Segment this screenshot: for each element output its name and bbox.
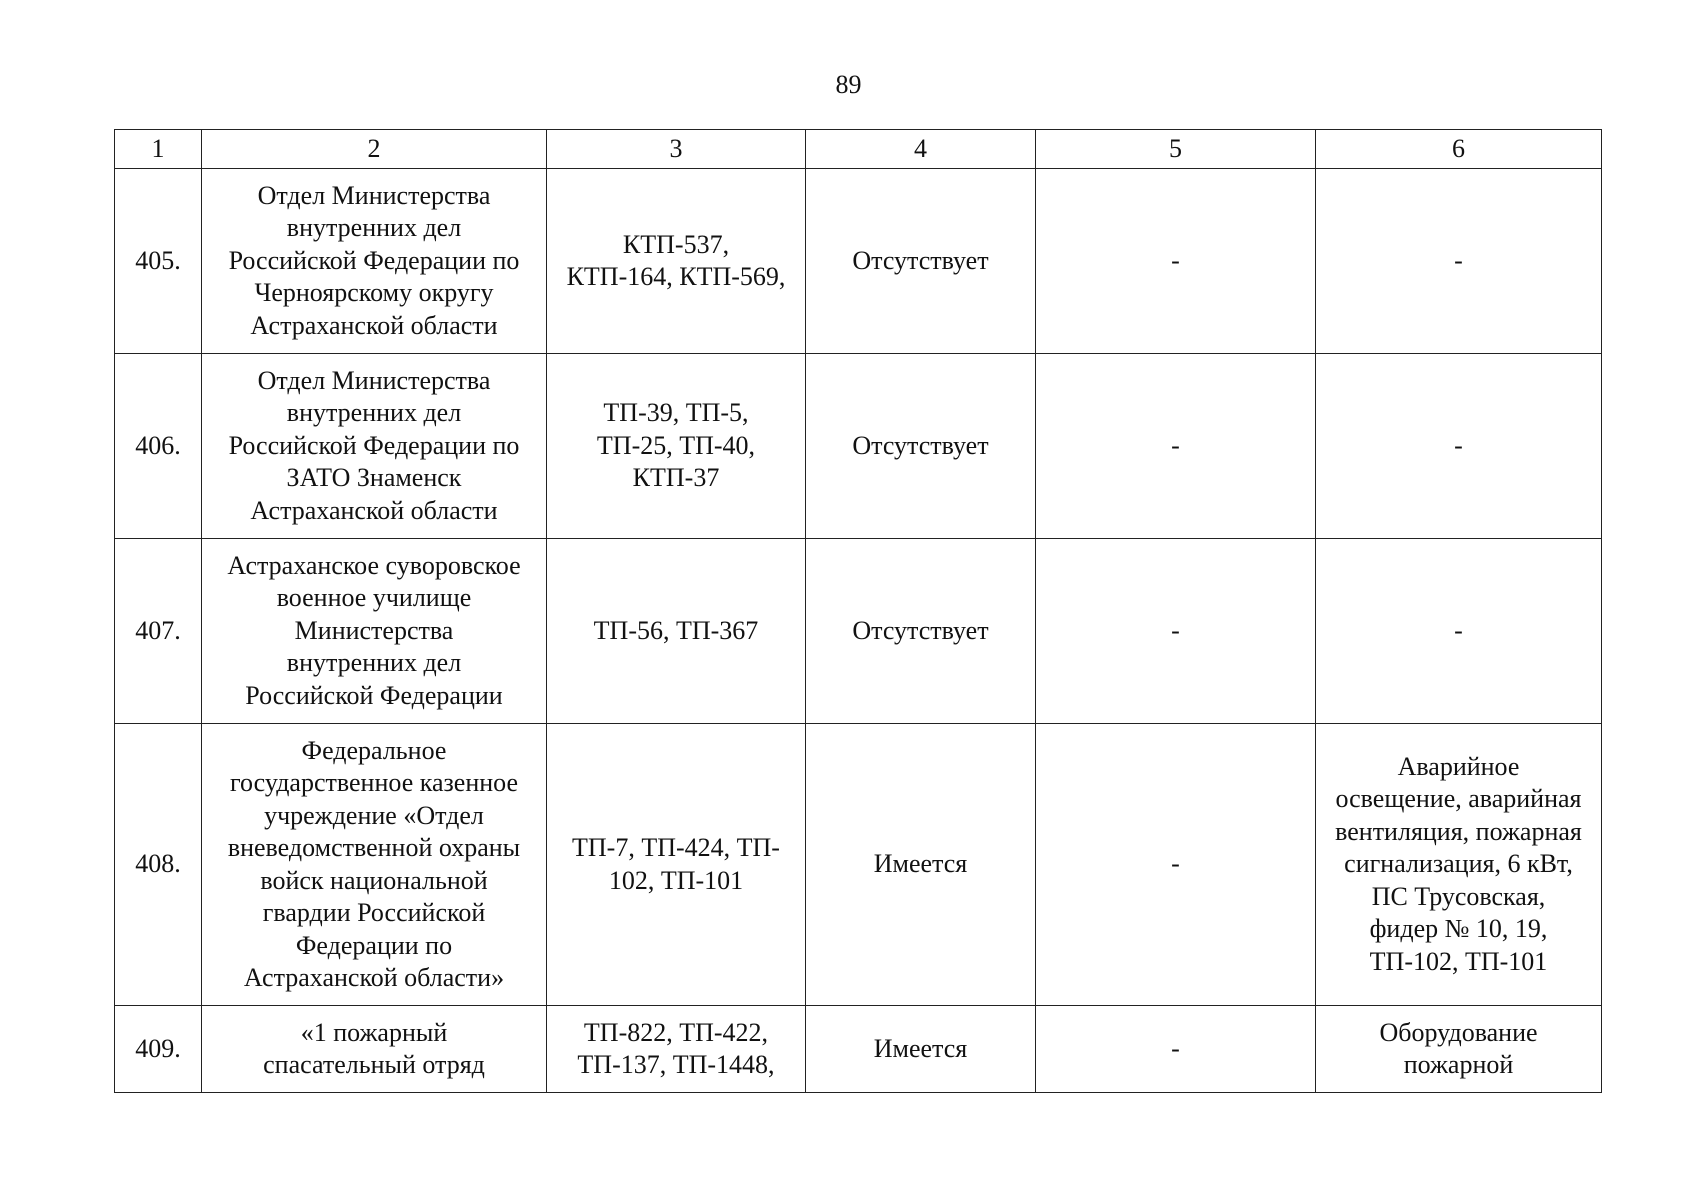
table-row — [115, 354, 1602, 539]
row-number: 405. — [115, 169, 202, 354]
organization-cell: Отдел Министерства внутренних дел Российской Федерации по Черноярскому округу Астраханской области — [202, 169, 547, 354]
substations-cell: ТП-56, ТП-367 — [547, 539, 806, 724]
column-6-cell: Аварийное освещение, аварийная вентиляция, пожарная сигнализация, 6 кВт, ПС Трусовская, фидер № 10, 19, ТП-102, ТП-101 — [1316, 724, 1602, 1006]
column-6-cell: Оборудование пожарной — [1316, 1006, 1602, 1093]
column-header: 5 — [1036, 130, 1316, 169]
organization-cell: Федеральное государственное казенное учреждение «Отдел вневедомственной охраны войск национальной гвардии Российской Федерации по Астраханской области» — [202, 724, 547, 1006]
organization-cell: «1 пожарный спасательный отряд — [202, 1006, 547, 1093]
column-5-cell: - — [1036, 354, 1316, 539]
column-5-cell: - — [1036, 539, 1316, 724]
table-row — [115, 169, 1602, 354]
page-number: 89 — [835, 70, 862, 99]
data-table — [114, 129, 1602, 1093]
substations-cell: КТП-537, КТП-164, КТП-569, — [547, 169, 806, 354]
substations-cell: ТП-822, ТП-422, ТП-137, ТП-1448, — [547, 1006, 806, 1093]
column-5-cell: - — [1036, 724, 1316, 1006]
availability-cell: Отсутствует — [806, 354, 1036, 539]
organization-cell: Отдел Министерства внутренних дел Российской Федерации по ЗАТО Знаменск Астраханской области — [202, 354, 547, 539]
row-number: 407. — [115, 539, 202, 724]
availability-cell: Отсутствует — [806, 539, 1036, 724]
column-6-cell: - — [1316, 169, 1602, 354]
table-row — [115, 724, 1602, 1006]
substations-cell: ТП-39, ТП-5, ТП-25, ТП-40, КТП-37 — [547, 354, 806, 539]
column-header: 1 — [115, 130, 202, 169]
column-6-cell: - — [1316, 539, 1602, 724]
table-row — [115, 539, 1602, 724]
row-number: 409. — [115, 1006, 202, 1093]
column-5-cell: - — [1036, 1006, 1316, 1093]
column-header: 6 — [1316, 130, 1602, 169]
availability-cell: Имеется — [806, 724, 1036, 1006]
column-header: 3 — [547, 130, 806, 169]
availability-cell: Отсутствует — [806, 169, 1036, 354]
row-number: 406. — [115, 354, 202, 539]
table-header-row — [115, 130, 1602, 169]
column-header: 4 — [806, 130, 1036, 169]
column-header: 2 — [202, 130, 547, 169]
column-5-cell: - — [1036, 169, 1316, 354]
availability-cell: Имеется — [806, 1006, 1036, 1093]
row-number: 408. — [115, 724, 202, 1006]
organization-cell: Астраханское суворовское военное училище Министерства внутренних дел Российской Федерации — [202, 539, 547, 724]
column-6-cell: - — [1316, 354, 1602, 539]
substations-cell: ТП-7, ТП-424, ТП- 102, ТП-101 — [547, 724, 806, 1006]
table-row — [115, 1006, 1602, 1093]
